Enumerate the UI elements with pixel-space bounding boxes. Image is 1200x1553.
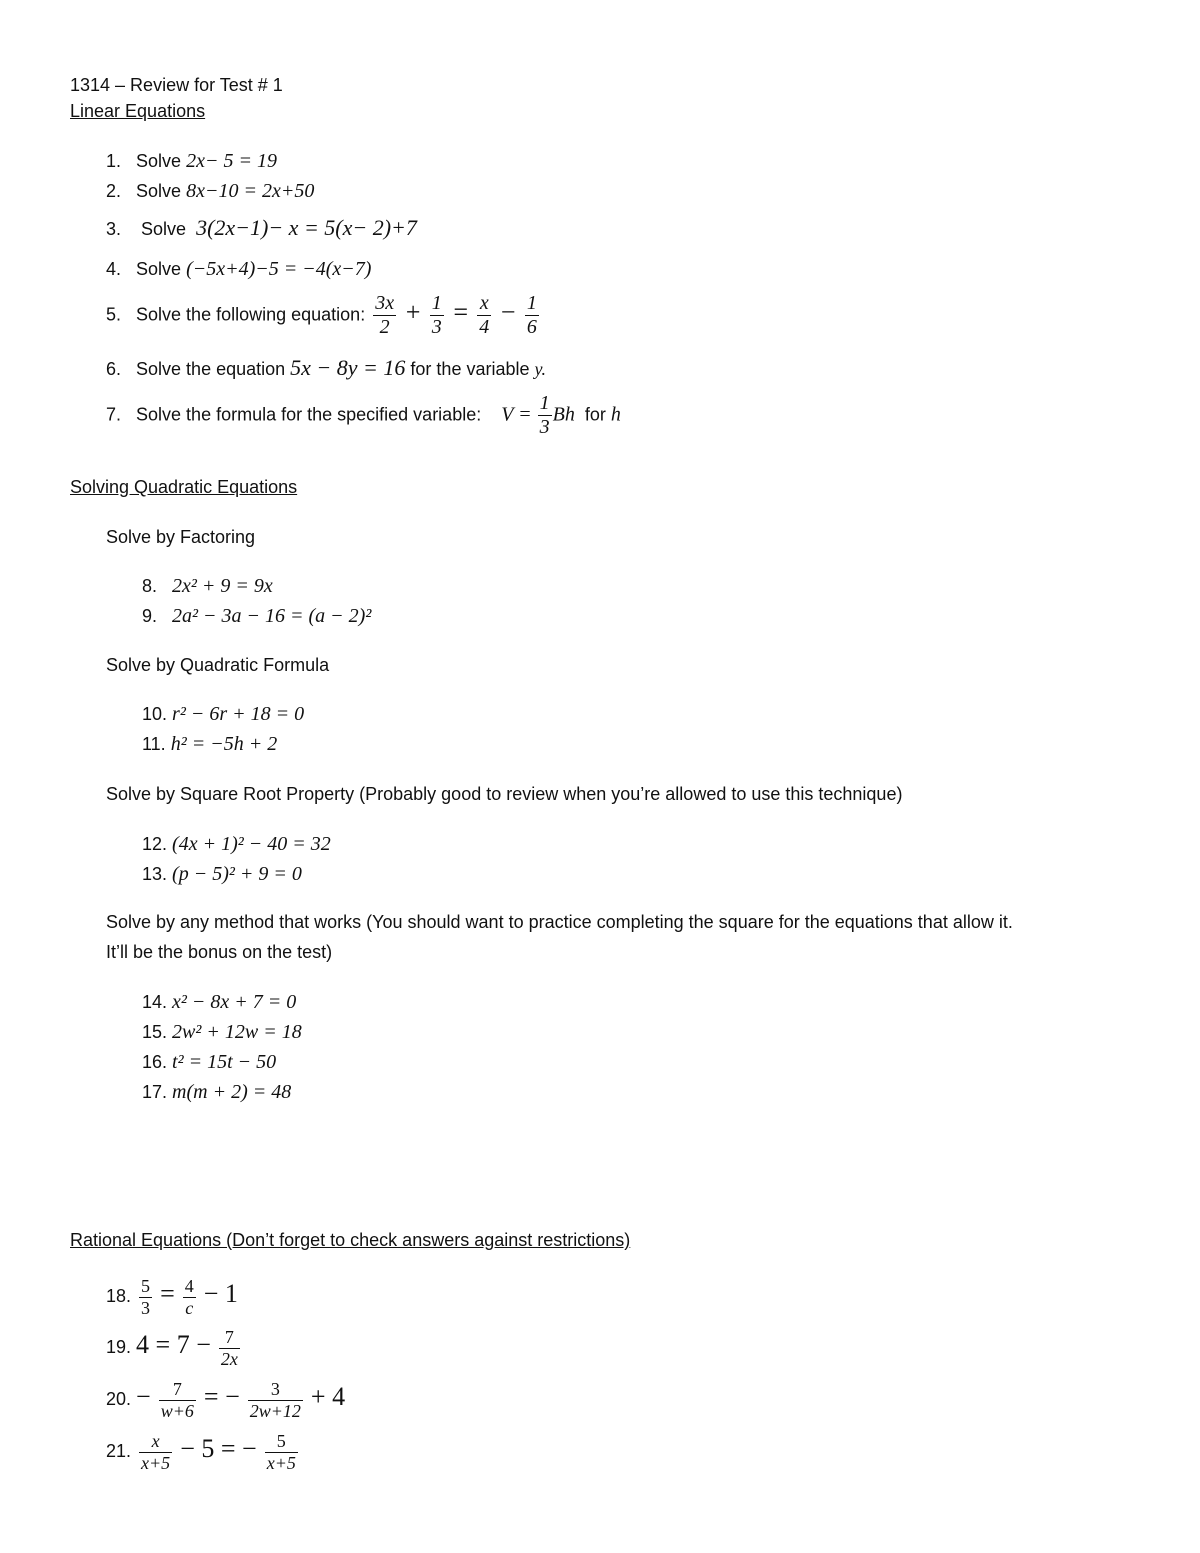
problem-3 [106, 217, 417, 239]
tail: + 4 [310, 1381, 346, 1411]
equation: 3(2x−1)− x = 5(x− 2)+7 [196, 215, 417, 240]
problem-text: Solve the equation [136, 359, 286, 379]
equation: 2x− 5 = 19 [186, 150, 277, 172]
problem-number: 14. [142, 992, 168, 1012]
equation: 2w² + 12w = 18 [172, 1021, 302, 1043]
equation: 5x − 8y = 16 [290, 355, 406, 380]
section-heading-quadratic: Solving Quadratic Equations [70, 477, 298, 497]
equation: (p − 5)² + 9 = 0 [172, 863, 302, 885]
variable: y. [534, 359, 547, 379]
subsection-formula: Solve by Quadratic Formula [106, 655, 330, 675]
problem-number: 2. [106, 181, 122, 201]
problem-number: 15. [142, 1022, 168, 1042]
subsection-square-root: Solve by Square Root Property (Probably good to review when you’re allowed to use this technique) [106, 784, 903, 804]
problem-6 [106, 357, 546, 379]
operator: − [499, 297, 517, 327]
equation: 8x−10 = 2x+50 [186, 180, 315, 202]
problem-number: 9. [142, 606, 158, 626]
problem-number: 12. [142, 834, 168, 854]
rhs: Bh [552, 403, 575, 426]
problem-18 [106, 1276, 238, 1318]
problem-2 [106, 181, 314, 201]
fraction: $\frac{1}{6}$ [526, 292, 537, 338]
operator: − [136, 1381, 151, 1411]
problem-number: 20. [106, 1388, 132, 1409]
section-heading-linear: Linear Equations [70, 101, 206, 121]
problem-17 [142, 1082, 291, 1102]
problem-15 [142, 1022, 302, 1042]
problem-number: 18. [106, 1285, 132, 1306]
fraction: $\frac{7}{w+6}$ [160, 1379, 194, 1421]
lhs: V = [501, 403, 532, 426]
problem-number: 13. [142, 864, 168, 884]
variable: h [610, 403, 621, 426]
fraction: $\frac{x}{x+5}$ [141, 1431, 171, 1473]
problem-4 [106, 259, 371, 279]
problem-number: 21. [106, 1440, 132, 1461]
problem-13 [142, 864, 302, 884]
problem-tail: for [584, 404, 606, 425]
operator: − 5 = − [180, 1433, 257, 1463]
fraction: $\frac{3}{2w+12}$ [249, 1379, 301, 1421]
fraction: $\frac{x}{4}$ [479, 292, 490, 338]
operator: = [160, 1278, 175, 1308]
problem-21 [106, 1431, 301, 1473]
problem-number: 17. [142, 1082, 168, 1102]
problem-16 [142, 1052, 276, 1072]
tail: − 1 [203, 1278, 238, 1308]
problem-text: Solve the following equation: [136, 304, 366, 325]
operator: = − [203, 1381, 240, 1411]
problem-number: 4. [106, 259, 122, 279]
problem-text: Solve [136, 151, 182, 171]
problem-7 [106, 392, 621, 439]
problem-text: Solve [141, 219, 187, 239]
subsection-any-method-line2: It’ll be the bonus on the test) [106, 942, 333, 962]
problem-number: 5. [106, 304, 122, 325]
problem-number: 16. [142, 1052, 168, 1072]
operator: + [404, 297, 422, 327]
problem-20 [106, 1379, 345, 1421]
problem-text: Solve the formula for the specified variable: [136, 404, 482, 425]
equation: t² = 15t − 50 [172, 1051, 277, 1073]
equation: m(m + 2) = 48 [172, 1081, 292, 1103]
equation: h² = −5h + 2 [170, 733, 278, 755]
page-title: 1314 – Review for Test # 1 [70, 75, 283, 95]
fraction: $\frac{7}{2x}$ [220, 1327, 238, 1369]
problem-number: 1. [106, 151, 122, 171]
problem-number: 7. [106, 404, 122, 425]
problem-tail: for the variable [410, 359, 530, 379]
fraction: $\frac{3x}{2}$ [375, 292, 395, 338]
section-heading-rational: Rational Equations (Don’t forget to check answers against restrictions) [70, 1230, 631, 1250]
equation: x² − 8x + 7 = 0 [172, 991, 297, 1013]
fraction: $\frac{4}{c}$ [184, 1276, 194, 1318]
subsection-any-method-line1: Solve by any method that works (You should want to practice completing the square for the equations that allow it. [106, 912, 1013, 932]
subsection-factoring: Solve by Factoring [106, 527, 256, 547]
problem-text: Solve [136, 259, 182, 279]
fraction: $\frac{5}{3}$ [141, 1276, 151, 1318]
problem-number: 19. [106, 1336, 132, 1357]
problem-number: 3. [106, 219, 122, 239]
problem-number: 8. [142, 576, 158, 596]
equation: 2a² − 3a − 16 = (a − 2)² [172, 605, 372, 627]
problem-10 [142, 704, 304, 724]
problem-1 [106, 151, 277, 171]
problem-number: 6. [106, 359, 122, 379]
fraction: $\frac{1}{3}$ [539, 392, 550, 438]
problem-11 [142, 734, 277, 754]
problem-12 [142, 834, 331, 854]
problem-9 [142, 606, 371, 626]
problem-number: 11. [142, 734, 166, 754]
equation: 2x² + 9 = 9x [172, 575, 273, 597]
problem-19 [106, 1327, 243, 1369]
lhs: 4 = 7 − [136, 1329, 211, 1359]
equation: (4x + 1)² − 40 = 32 [172, 833, 331, 855]
fraction: $\frac{1}{3}$ [431, 292, 442, 338]
equation: (−5x+4)−5 = −4(x−7) [186, 258, 372, 280]
problem-5 [106, 292, 542, 339]
operator: = [451, 297, 470, 327]
problem-number: 10. [142, 704, 168, 724]
problem-14 [142, 992, 296, 1012]
equation: r² − 6r + 18 = 0 [172, 703, 305, 725]
problem-8 [142, 576, 273, 596]
problem-text: Solve [136, 181, 182, 201]
fraction: $\frac{5}{x+5}$ [266, 1431, 296, 1473]
